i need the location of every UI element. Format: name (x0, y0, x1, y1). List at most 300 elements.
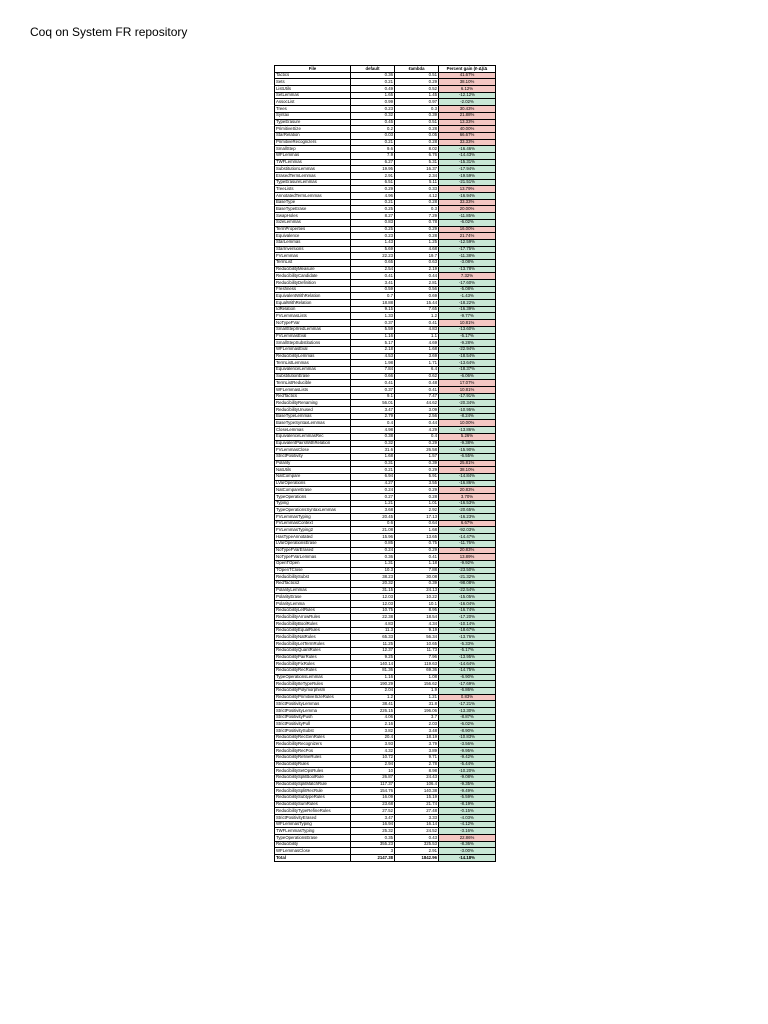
cell-file: BaseTypeLemmas (275, 413, 351, 420)
cell-default: 3.41 (351, 280, 395, 287)
cell-default: 0.23 (351, 233, 395, 240)
cell-default: 4.27 (351, 480, 395, 487)
cell-lambda: 4.83 (395, 326, 439, 333)
cell-default: 4.83 (351, 621, 395, 628)
table-row (275, 547, 496, 554)
cell-file: SizeLemmas (275, 219, 351, 226)
table-row (275, 273, 496, 280)
cell-percent-gain: -19.59% (439, 173, 496, 180)
table-row (275, 373, 496, 380)
cell-file: ReducibilityMeasure (275, 266, 351, 273)
cell-percent-gain: 33.33% (439, 139, 496, 146)
cell-file: IdRelation (275, 306, 351, 313)
cell-file: Freshness (275, 286, 351, 293)
table-row (275, 313, 496, 320)
table-row (275, 333, 496, 340)
cell-default: 10 (351, 768, 395, 775)
table-row (275, 594, 496, 601)
cell-lambda: 140.38 (395, 788, 439, 795)
cell-percent-gain: -9.38% (439, 440, 496, 447)
cell-file: ReducibilityQuantRules (275, 647, 351, 654)
cell-default: 0.21 (351, 79, 395, 86)
table-row (275, 286, 496, 293)
cell-lambda: 7.65 (395, 306, 439, 313)
cell-default: 4.32 (351, 748, 395, 755)
table-row (275, 112, 496, 119)
table-row (275, 808, 496, 815)
table-row (275, 607, 496, 614)
cell-default: 0.21 (351, 467, 395, 474)
cell-lambda: 11.73 (395, 647, 439, 654)
cell-default: 0.83 (351, 219, 395, 226)
cell-lambda: 0.28 (395, 233, 439, 240)
cell-file: StrictPositivitySubst (275, 728, 351, 735)
cell-percent-gain: 20.83% (439, 487, 496, 494)
cell-file: NoTypeFVarLemmas (275, 554, 351, 561)
table-row (275, 467, 496, 474)
cell-lambda: 2.78 (395, 761, 439, 768)
cell-lambda: 7.29 (395, 213, 439, 220)
cell-percent-gain: -15.05% (439, 594, 496, 601)
cell-default: 38.23 (351, 574, 395, 581)
cell-lambda: 0.39 (395, 112, 439, 119)
cell-percent-gain: 38.10% (439, 467, 496, 474)
cell-lambda: 3.7 (395, 714, 439, 721)
table-row (275, 821, 496, 828)
cell-lambda: 0.39 (395, 580, 439, 587)
cell-percent-gain: -16.53% (439, 500, 496, 507)
cell-percent-gain: -21.32% (439, 574, 496, 581)
cell-percent-gain: 21.74% (439, 233, 496, 240)
table-row (275, 828, 496, 835)
cell-default: 0.7 (351, 293, 395, 300)
cell-lambda: 0.43 (395, 835, 439, 842)
table-row (275, 447, 496, 454)
cell-default: 6.94 (351, 473, 395, 480)
cell-percent-gain: 66.67% (439, 132, 496, 139)
cell-file: OpenTOpen (275, 560, 351, 567)
cell-file: Trees (275, 106, 351, 113)
cell-lambda: 2.03 (395, 721, 439, 728)
cell-file: SubstitutionErase (275, 373, 351, 380)
cell-lambda: 0.44 (395, 420, 439, 427)
cell-lambda: 0.63 (395, 259, 439, 266)
cell-file: Tactics (275, 72, 351, 79)
table-row (275, 400, 496, 407)
cell-file: StrictPositivityLemmas (275, 701, 351, 708)
cell-lambda: 0.41 (395, 554, 439, 561)
cell-percent-gain: 3.70% (439, 494, 496, 501)
cell-default: 11.3 (351, 627, 395, 634)
cell-default: 1.98 (351, 360, 395, 367)
cell-percent-gain: -17.60% (439, 280, 496, 287)
cell-default: 3.93 (351, 741, 395, 748)
table-row (275, 654, 496, 661)
cell-lambda: 0.52 (395, 86, 439, 93)
cell-lambda: 2.81 (395, 280, 439, 287)
cell-percent-gain: -5.44% (439, 761, 496, 768)
cell-lambda: 0.29 (395, 79, 439, 86)
cell-percent-gain: 30.43% (439, 106, 496, 113)
cell-percent-gain: 6.67% (439, 520, 496, 527)
table-row (275, 815, 496, 822)
cell-percent-gain: -16.04% (439, 601, 496, 608)
table-row (275, 473, 496, 480)
cell-file: ReducibilitySubtypeRules (275, 794, 351, 801)
cell-lambda: 119.63 (395, 661, 439, 668)
cell-default: 25.32 (351, 828, 395, 835)
cell-percent-gain: 22.86% (439, 835, 496, 842)
cell-percent-gain: -10.20% (439, 768, 496, 775)
cell-file: FVLemmasEval (275, 333, 351, 340)
cell-percent-gain: -13.86% (439, 427, 496, 434)
cell-percent-gain: -6.55% (439, 453, 496, 460)
cell-default: 19.95 (351, 166, 395, 173)
table-row (275, 687, 496, 694)
cell-file: FVLemmas (275, 253, 351, 260)
cell-default: 12.03 (351, 601, 395, 608)
cell-file: NoTypeFVarErased (275, 547, 351, 554)
cell-default: 7.84 (351, 366, 395, 373)
table-row (275, 681, 496, 688)
total-default: 2147.38 (351, 855, 395, 862)
cell-file: PolarityErase (275, 594, 351, 601)
cell-file: EquivalenceLemmas (275, 366, 351, 373)
table-row (275, 487, 496, 494)
header-lambda: ℓambda (395, 66, 439, 73)
cell-file: Typing (275, 500, 351, 507)
cell-lambda: 0.41 (395, 320, 439, 327)
cell-lambda: 8.95 (395, 607, 439, 614)
cell-percent-gain: -9.95% (439, 748, 496, 755)
table-row (275, 166, 496, 173)
cell-percent-gain: -5.08% (439, 286, 496, 293)
table-row (275, 641, 496, 648)
cell-percent-gain: -10.14% (439, 621, 496, 628)
cell-file: PolarityLemma (275, 601, 351, 608)
cell-file: ReducibilityBoolRules (275, 621, 351, 628)
table-row (275, 835, 496, 842)
table-row (275, 239, 496, 246)
cell-lambda: 30.08 (395, 574, 439, 581)
cell-file: Reducibility (275, 841, 351, 848)
cell-lambda: 9.19 (395, 627, 439, 634)
cell-percent-gain: -15.31% (439, 159, 496, 166)
cell-file: FVLemmasClose (275, 447, 351, 454)
cell-file: TypeErasureLemmas (275, 179, 351, 186)
table-row (275, 360, 496, 367)
table-row (275, 407, 496, 414)
table-row (275, 520, 496, 527)
cell-lambda: 3.69 (395, 353, 439, 360)
cell-lambda: 6.76 (395, 152, 439, 159)
cell-percent-gain: 10.81% (439, 387, 496, 394)
cell-file: LVarOperations (275, 480, 351, 487)
cell-default: 2.04 (351, 687, 395, 694)
cell-percent-gain: -17.69% (439, 681, 496, 688)
cell-default: 20.4 (351, 734, 395, 741)
cell-percent-gain: -17.75% (439, 246, 496, 253)
cell-percent-gain: -5.17% (439, 647, 496, 654)
table-row (275, 627, 496, 634)
cell-lambda: 0.29 (395, 467, 439, 474)
cell-file: StarInversions (275, 246, 351, 253)
table-row (275, 186, 496, 193)
cell-file: PrimitiveSize (275, 126, 351, 133)
cell-percent-gain: 13.89% (439, 554, 496, 561)
cell-lambda: 4.29 (395, 427, 439, 434)
table-row (275, 728, 496, 735)
cell-default: 20.45 (351, 514, 395, 521)
cell-default: 10.72 (351, 754, 395, 761)
cell-default: 140.14 (351, 661, 395, 668)
table-row (275, 152, 496, 159)
cell-lambda: 1.68 (395, 346, 439, 353)
cell-percent-gain: 7.32% (439, 273, 496, 280)
cell-percent-gain: -6.06% (439, 373, 496, 380)
cell-lambda: 1.25 (395, 239, 439, 246)
cell-file: NatUtils (275, 467, 351, 474)
cell-lambda: 10.22 (395, 594, 439, 601)
cell-default: 0.35 (351, 835, 395, 842)
cell-file: WFLemmasTyping (275, 821, 351, 828)
cell-file: ReducibilitySubst (275, 574, 351, 581)
cell-file: ReducibilityUnused (275, 407, 351, 414)
cell-default: 0.23 (351, 106, 395, 113)
cell-file: ReducibilitySplitMatchRule (275, 781, 351, 788)
cell-percent-gain: -16.46% (439, 146, 496, 153)
cell-file: EquivalentWithRelation (275, 293, 351, 300)
table-row (275, 293, 496, 300)
cell-lambda: 3.89 (395, 748, 439, 755)
cell-percent-gain: -2.02% (439, 99, 496, 106)
cell-file: BaseTypeErase (275, 206, 351, 213)
cell-file: ReducibilityLetRules (275, 607, 351, 614)
cell-percent-gain: -18.67% (439, 627, 496, 634)
table-row (275, 246, 496, 253)
cell-file: StrictPositivity (275, 453, 351, 460)
cell-lambda: 8.02 (395, 146, 439, 153)
cell-percent-gain: -14.47% (439, 534, 496, 541)
table-row (275, 440, 496, 447)
cell-default: 1.31 (351, 560, 395, 567)
cell-file: HasTypeAnnotated (275, 534, 351, 541)
cell-default: 3.47 (351, 407, 395, 414)
cell-default: 12.03 (351, 594, 395, 601)
cell-percent-gain: 40.00% (439, 126, 496, 133)
cell-file: ReducibilityLemmas (275, 353, 351, 360)
cell-file: ReducibilitySplitRecRule (275, 788, 351, 795)
cell-percent-gain: -6.90% (439, 674, 496, 681)
cell-lambda: 5.11 (395, 179, 439, 186)
cell-file: StrictPositivityErased (275, 815, 351, 822)
cell-lambda: 15.44 (395, 300, 439, 307)
cell-default: 3.47 (351, 815, 395, 822)
cell-lambda: 0.62 (395, 373, 439, 380)
cell-lambda: 24.52 (395, 828, 439, 835)
table-row (275, 253, 496, 260)
cell-file: ReducibilitySetOpsRules (275, 768, 351, 775)
cell-lambda: 3.33 (395, 815, 439, 822)
table-row (275, 326, 496, 333)
cell-percent-gain: -6.02% (439, 721, 496, 728)
table-row (275, 647, 496, 654)
table-row (275, 99, 496, 106)
cell-percent-gain: -22.94% (439, 346, 496, 353)
table-row (275, 159, 496, 166)
cell-percent-gain: -13.60% (439, 326, 496, 333)
cell-file: TypeOperationsLemmas (275, 674, 351, 681)
cell-percent-gain: 0.83% (439, 694, 496, 701)
cell-default: 117.37 (351, 781, 395, 788)
cell-lambda: 0.28 (395, 494, 439, 501)
cell-lambda: 0.29 (395, 547, 439, 554)
cell-file: FVLemmasContext (275, 520, 351, 527)
cell-percent-gain: -21.51% (439, 179, 496, 186)
cell-default: 0.32 (351, 440, 395, 447)
cell-file: SmallStepSubstitutions (275, 340, 351, 347)
cell-percent-gain: -10.83% (439, 734, 496, 741)
cell-default: 0.24 (351, 547, 395, 554)
table-row (275, 92, 496, 99)
cell-percent-gain: 20.00% (439, 206, 496, 213)
cell-lambda: 1.68 (395, 527, 439, 534)
total-label: Total (275, 855, 351, 862)
cell-lambda: 0.33 (395, 186, 439, 193)
cell-percent-gain: -23.50% (439, 567, 496, 574)
cell-lambda: 2.56 (395, 413, 439, 420)
cell-default: 6.27 (351, 159, 395, 166)
cell-file: TWFLemmas (275, 159, 351, 166)
table-row (275, 721, 496, 728)
table-row (275, 554, 496, 561)
cell-default: 0.59 (351, 286, 395, 293)
cell-lambda: 0.29 (395, 226, 439, 233)
table-row (275, 126, 496, 133)
cell-default: 2.16 (351, 721, 395, 728)
cell-default: 1.33 (351, 313, 395, 320)
cell-lambda: 0.48 (395, 380, 439, 387)
cell-percent-gain: -5.59% (439, 794, 496, 801)
cell-default: 26.87 (351, 774, 395, 781)
cell-default: 0.36 (351, 72, 395, 79)
cell-lambda: 2.92 (395, 507, 439, 514)
cell-percent-gain: -11.38% (439, 253, 496, 260)
table-row (275, 119, 496, 126)
total-gain: -14.18% (439, 855, 496, 862)
cell-file: FVLemmasLists (275, 313, 351, 320)
cell-percent-gain: 6.12% (439, 86, 496, 93)
cell-lambda: 0.4 (395, 433, 439, 440)
table-row (275, 480, 496, 487)
cell-lambda: 0.29 (395, 440, 439, 447)
table-header (275, 66, 496, 73)
cell-percent-gain: -8.24% (439, 413, 496, 420)
cell-file: SmallStepIrredLemmas (275, 326, 351, 333)
table-row (275, 199, 496, 206)
cell-file: ReducibilityRecGenRules (275, 734, 351, 741)
cell-default: 9.1 (351, 393, 395, 400)
cell-percent-gain: -12.59% (439, 239, 496, 246)
table-row (275, 534, 496, 541)
table-row (275, 774, 496, 781)
cell-file: ReducibilityLetTermRules (275, 641, 351, 648)
cell-file: ReducibilityCandidate (275, 273, 351, 280)
cell-file: TOpenTClose (275, 567, 351, 574)
cell-default: 3.82 (351, 728, 395, 735)
cell-lambda: 4.69 (395, 340, 439, 347)
cell-default: 2.79 (351, 413, 395, 420)
cell-percent-gain: -16.94% (439, 193, 496, 200)
cell-default: 4.96 (351, 193, 395, 200)
cell-lambda: 7.96 (395, 654, 439, 661)
cell-percent-gain: 33.33% (439, 199, 496, 206)
cell-lambda: 0.28 (395, 139, 439, 146)
cell-default: 5.17 (351, 340, 395, 347)
table-row (275, 794, 496, 801)
cell-file: StrictPositivityPull (275, 721, 351, 728)
cell-lambda: 0.97 (395, 99, 439, 106)
cell-percent-gain: 13.33% (439, 119, 496, 126)
cell-percent-gain: -10.95% (439, 407, 496, 414)
cell-percent-gain: -14.75% (439, 667, 496, 674)
cell-file: TermListReducible (275, 380, 351, 387)
table-row (275, 701, 496, 708)
table-row (275, 353, 496, 360)
table-row (275, 86, 496, 93)
cell-lambda: 0.28 (395, 126, 439, 133)
cell-default: 0.99 (351, 99, 395, 106)
cell-file: ErasedTermLemmas (275, 173, 351, 180)
page-title: Coq on System FR repository (30, 25, 188, 39)
cell-lambda: 15.19 (395, 794, 439, 801)
cell-default: 1.16 (351, 333, 395, 340)
cell-default: 6.51 (351, 179, 395, 186)
cell-lambda: 1.18 (395, 560, 439, 567)
cell-file: ReducibilityArrowRules (275, 614, 351, 621)
cell-lambda: 1.57 (395, 453, 439, 460)
table-row (275, 587, 496, 594)
cell-percent-gain: -17.21% (439, 701, 496, 708)
cell-lambda: 44.62 (395, 400, 439, 407)
cell-file: ReducibilityRefineRules (275, 754, 351, 761)
table-row (275, 206, 496, 213)
cell-lambda: 4.12 (395, 193, 439, 200)
cell-file: ReducibilityRecPos (275, 748, 351, 755)
cell-percent-gain: -11.76% (439, 540, 496, 547)
cell-default: 0.03 (351, 132, 395, 139)
cell-percent-gain: -16.39% (439, 306, 496, 313)
cell-lambda: 21.74 (395, 801, 439, 808)
cell-percent-gain: 10.81% (439, 320, 496, 327)
cell-lambda: 0.44 (395, 273, 439, 280)
cell-lambda: 8.98 (395, 768, 439, 775)
table-row (275, 380, 496, 387)
table-row (275, 754, 496, 761)
cell-percent-gain: -9.42% (439, 754, 496, 761)
cell-lambda: 3.79 (395, 741, 439, 748)
cell-default: 4.98 (351, 427, 395, 434)
cell-percent-gain: -4.03% (439, 815, 496, 822)
cell-default: 22.38 (351, 614, 395, 621)
cell-file: WFLemmasEval (275, 346, 351, 353)
cell-lambda: 0.78 (395, 219, 439, 226)
table-row (275, 226, 496, 233)
cell-percent-gain: -22.54% (439, 587, 496, 594)
table-row (275, 741, 496, 748)
cell-percent-gain: -12.12% (439, 92, 496, 99)
cell-lambda: 5.91 (395, 473, 439, 480)
